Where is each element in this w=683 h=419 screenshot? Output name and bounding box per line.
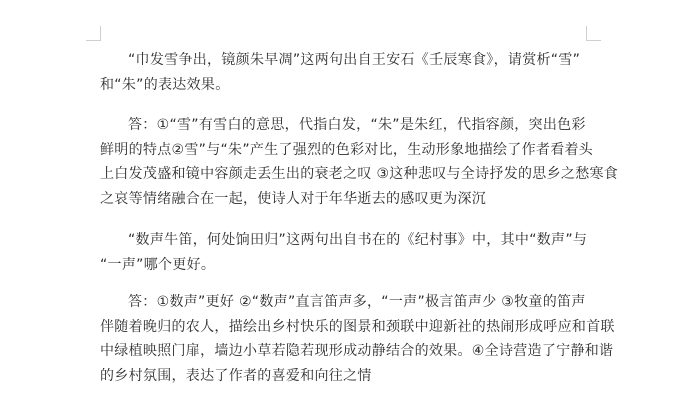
answer-2-line: 的乡村氛围，表达了作者的喜爱和向往之情: [100, 367, 372, 384]
answer-2-line: 中绿植映照门扉，墙边小草若隐若现形成动静结合的效果。④全诗营造了宁静和谐: [100, 343, 614, 359]
answer-1-line: 答：①“雪”有雪白的意思，代指白发，“朱”是朱红，代指容颜，突出色彩: [128, 117, 586, 133]
answer-2-line: 答：①数声”更好 ②“数声”直言笛声多，“一声”极言笛声少 ③牧童的笛声: [128, 294, 586, 310]
answer-1-line: 之哀等情绪融合在一起，使诗人对于年华逝去的感叹更为深沉: [100, 190, 487, 207]
question-2-line: “一声”哪个更好。: [100, 256, 216, 273]
question-1-line: 和“朱”的表达效果。: [100, 76, 230, 93]
answer-1-line: 鲜明的特点②雪”与“朱”产生了强烈的色彩对比，生动形象地描绘了作者看着头: [100, 141, 594, 158]
answer-2-line: 伴随着晚归的农人，描绘出乡村快乐的图景和颈联中迎新社的热闹形成呼应和首联: [100, 318, 615, 335]
question-2: [100, 228, 590, 277]
question-1: [100, 48, 590, 97]
answer-2: [100, 290, 615, 388]
question-1-line: “巾发雪争出，镜颜朱早凋”这两句出自王安石《壬辰寒食》，请赏析“雪”: [128, 52, 581, 68]
page-corner-mark-left: [86, 26, 101, 41]
page-corner-mark-right: [586, 26, 601, 41]
question-2-line: “数声牛笛，何处饷田归”这两句出自书在的《纪村事》中，其中“数声”与: [128, 232, 588, 248]
answer-1-line: 上白发茂盛和镜中容颜走丢生出的衰老之叹 ③这种悲叹与全诗抒发的思乡之愁寒食: [100, 166, 619, 182]
answer-1: [100, 113, 619, 211]
